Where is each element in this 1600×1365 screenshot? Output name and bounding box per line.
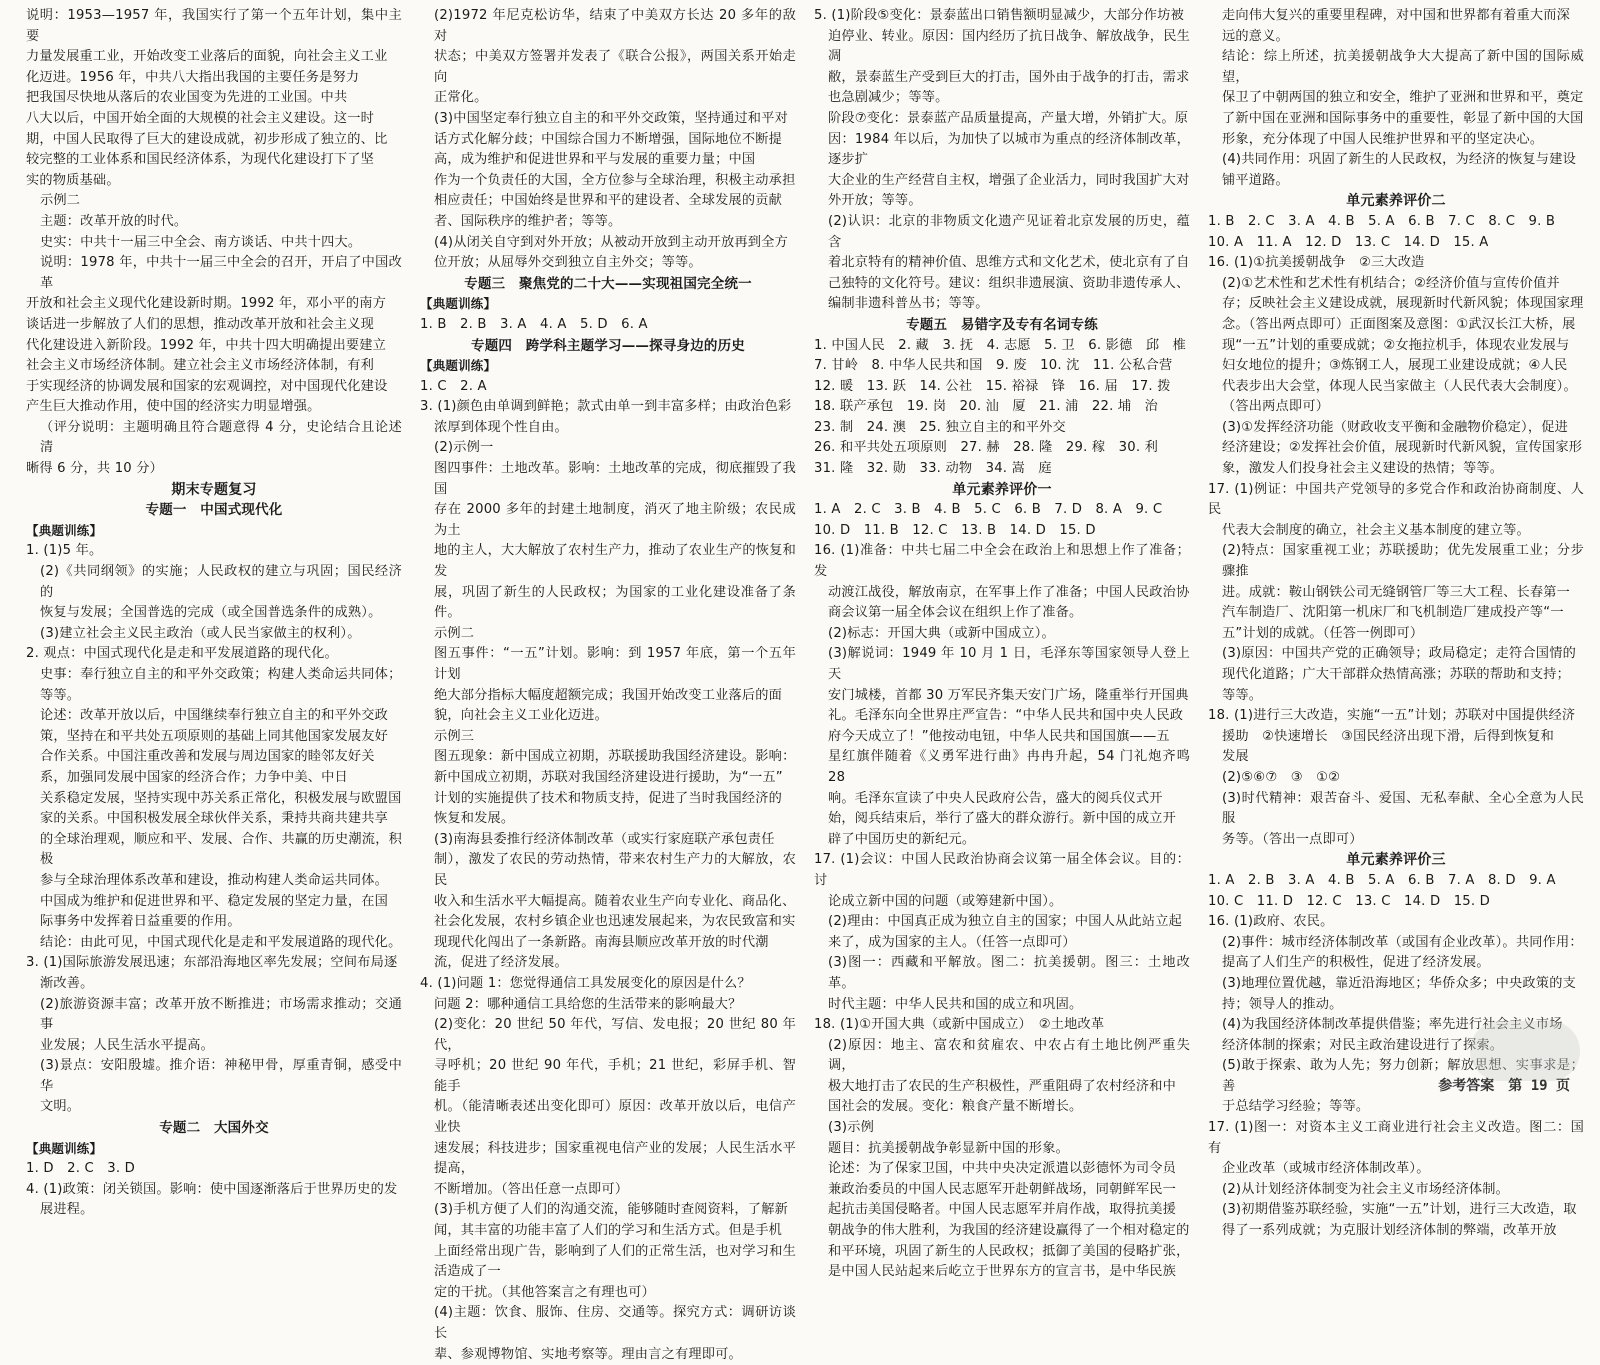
answer-line: 展进程。: [40, 1202, 94, 1218]
answer-line: 结论：由此可见，中国式现代化是走和平发展道路的现代化。: [40, 934, 402, 950]
answer-line: 相应责任；中国始终是世界和平的建设者、全球发展的贡献: [434, 193, 783, 209]
answer-line: 闻，其丰富的功能丰富了人们的学习和生活方式。但是手机: [434, 1223, 783, 1239]
answer-line: 际事务中发挥着日益重要的作用。: [40, 914, 241, 930]
answer-line: 系，加强同发展中国家的经济合作；力争中美、中日: [40, 769, 348, 785]
answer-line: 的全球治理观，顺应和平、发展、合作、共赢的历史潮流，积极: [40, 831, 402, 868]
answer-line: 问题 2：哪种通信工具给您的生活带来的影响最大？: [434, 996, 742, 1012]
answer-line: 礼。毛泽东向全世界庄严宣告：“中华人民共和国中央人民政: [828, 708, 1184, 724]
answer-line: 示例三: [434, 728, 475, 744]
answer-line: 论成立新中国的问题（或筹建新中国）。: [828, 893, 1063, 909]
answer-line: 兼政治委员的中国人民志愿军开赴朝鲜战场，同朝鲜军民一: [828, 1181, 1177, 1197]
answer-line: 谈话进一步解放了人们的思想，推动改革开放和社会主义现: [26, 316, 375, 332]
answer-line: 1. B 2. B 3. A 4. A 5. D 6. A: [420, 316, 648, 332]
answer-line: 提高了人们生产的积极性，促进了经济发展。: [1222, 955, 1490, 971]
answer-line: (2)①艺术性和艺术性有机结合；②经济价值与宣传价值并: [1222, 275, 1560, 291]
answer-line: 府今天成立了！”他按动电钮，中华人民共和国国旗——五: [828, 728, 1170, 744]
answer-line: 经济体制的探索；对民主政治建设进行了探索。: [1222, 1037, 1504, 1053]
answer-line: 着北京特有的精神价值、思维方式和文化艺术，使北京有了自: [828, 255, 1190, 271]
answer-line: (2)理由：中国真正成为独立自主的国家；中国人从此站立起: [828, 914, 1182, 930]
answer-line: 不断增加。（答出任意一点即可）: [434, 1181, 629, 1197]
answer-line: 于实现经济的协调发展和国家的宏观调控，对中国现代化建设: [26, 378, 388, 394]
answer-line: 位开放；从屈辱外交到独立自主外交；等等。: [434, 255, 702, 271]
answer-line: 1. 中国人民 2. 藏 3. 抚 4. 志愿 5. 卫 6. 影德 邱 椎: [814, 337, 1186, 353]
section-title: 单元素养评价二: [1346, 193, 1446, 210]
answer-line: 上面经常出现广告，影响到了人们的正常生活，也对学习和生活造成了一: [434, 1243, 796, 1280]
answer-line: 1. A 2. B 3. A 4. B 5. A 6. B 7. A 8. D 9. A: [1208, 872, 1556, 888]
answer-line: 得了一系列成就；为克服计划经济体制的弊端，改革开放: [1222, 1223, 1557, 1239]
answer-line: (3)示例: [828, 1120, 875, 1136]
answer-line: 存在 2000 多年的封建土地制度，消灭了地主阶级；农民成为土: [434, 502, 796, 538]
answer-line: 安门城楼，首都 30 万军民齐集天安门广场，隆重举行开国典: [828, 687, 1189, 703]
answer-line: 浓厚到体现个性自由。: [434, 419, 568, 435]
answer-line: 18. 联产承包 19. 岗 20. 汕 厦 21. 浦 22. 埔 治: [814, 399, 1159, 415]
answer-line: 了新中国在亚洲和国际事务中的重要性，彰显了新中国的大国: [1222, 110, 1584, 126]
answer-line: 3. (1)颜色由单调到鲜艳；款式由单一到丰富多样；由政治色彩: [420, 399, 792, 415]
answer-line: 保卫了中朝两国的独立和安全，维护了亚洲和世界和平，奠定: [1222, 90, 1584, 106]
answer-line: 极大地打击了农民的生产积极性，严重阻碍了农村经济和中: [828, 1078, 1177, 1094]
answer-line: 形象，充分体现了中国人民维护世界和平的坚定决心。: [1222, 131, 1544, 147]
answer-line: (3)手机方便了人们的沟通交流，能够随时查阅资料，了解新: [434, 1202, 788, 1218]
answer-line: 较完整的工业体系和国民经济体系，为现代化建设打下了坚: [26, 152, 375, 168]
answer-line: （评分说明：主题明确且符合题意得 4 分，史论结合且论述清: [40, 419, 402, 456]
answer-line: (2)⑤⑥⑦ ③ ①②: [1222, 769, 1341, 785]
answer-line: 1. (1)5 年。: [26, 543, 103, 559]
answer-line: (3)南海县委推行经济体制改革（或实行家庭联产承包责任: [434, 831, 775, 847]
answer-line: 绝大部分指标大幅度超额完成；我国开始改变工业落后的面: [434, 687, 783, 703]
answer-line: (3)地理位置优越，靠近沿海地区；华侨众多；中央政策的支: [1222, 975, 1576, 991]
answer-line: 史事：奉行独立自主的和平外交政策；构建人类命运共同体；: [40, 667, 402, 682]
answer-line: 主题：改革开放的时代。: [40, 213, 188, 229]
answer-line: 展，巩固了新生的人民政权；为国家的工业化建设准备了条件。: [434, 584, 796, 621]
answer-line: 念。（答出两点即可）正面图案及意图：①武汉长江大桥，展: [1222, 316, 1576, 332]
answer-line: 速发展；科技进步；国家重视电信产业的发展；人民生活水平提高，: [434, 1140, 796, 1177]
answer-line: 10. A 11. A 12. D 13. C 14. D 15. A: [1208, 234, 1489, 250]
answer-line: 中国成为维护和促进世界和平、稳定发展的坚定力量，在国: [40, 893, 389, 909]
answer-line: 机。（能清晰表述出变化即可）原因：改革开放以后，电信产业快: [434, 1099, 796, 1136]
answer-line: 示例二: [40, 193, 81, 209]
answer-line: 业发展；人民生活水平提高。: [40, 1037, 215, 1053]
answer-line: 10. D 11. B 12. C 13. B 14. D 15. D: [814, 522, 1096, 538]
answer-line: 17. (1)图一：对资本主义工商业进行社会主义改造。图二：国有: [1208, 1120, 1584, 1156]
answer-line: 说明：1978 年，中共十一届三中全会的召开，开启了中国改革: [40, 255, 402, 291]
answer-line: (2)变化：20 世纪 50 年代，写信、发电报；20 世纪 80 年代，: [434, 1017, 796, 1053]
answer-line: 制），激发了农民的劳动热情，带来农村生产力的大解放，农民: [434, 852, 796, 888]
answer-line: 图五事件：“一五”计划。影响：到 1957 年底，第一个五年计划: [434, 646, 796, 682]
answer-line: 走向伟大复兴的重要里程碑，对中国和世界都有着重大而深: [1222, 8, 1571, 23]
answer-line: (3)原因：中国共产党的正确领导；政局稳定；走符合国情的: [1222, 646, 1576, 662]
answer-line: 1. A 2. C 3. B 4. B 5. C 6. B 7. D 8. A 9. C: [814, 502, 1163, 518]
answer-line: 发展: [1222, 749, 1249, 765]
section-title: 单元素养评价三: [1346, 852, 1446, 869]
answer-line: (2)原因：地主、富农和贫雇农、中农占有土地比例严重失调，: [828, 1037, 1190, 1074]
answer-line: 26. 和平共处五项原则 27. 赫 28. 隆 29. 稼 30. 利: [814, 440, 1159, 456]
answer-line: 恢复和发展。: [434, 811, 515, 827]
answer-line: 地的主人，大大解放了农村生产力，推动了农业生产的恢复和发: [434, 543, 796, 580]
answer-line: 代化建设进入新阶段。1992 年，中共十四大明确提出要建立: [26, 337, 387, 353]
answer-line: 2. 观点：中国式现代化是走和平发展道路的现代化。: [26, 646, 338, 662]
answer-line: 论述：为了保家卫国，中共中央决定派遣以彭德怀为司令员: [828, 1161, 1177, 1177]
answer-line: 因：1984 年以后，为加快了以城市为重点的经济体制改革，逐步扩: [828, 131, 1190, 168]
answer-line: 状态；中美双方签署并发表了《联合公报》，两国关系开始走向: [434, 49, 796, 85]
answer-line: 商会议第一届全体会议在组织上作了准备。: [828, 605, 1083, 621]
answer-line: (3)景点：安阳殷墟。推介语：神秘甲骨，厚重青铜，感受中华: [40, 1058, 402, 1094]
answer-line: (4)主题：饮食、服饰、住房、交通等。探究方式：调研访谈长: [434, 1305, 796, 1341]
answer-line: 动渡江战役，解放南京，在军事上作了准备；中国人民政治协: [828, 584, 1190, 600]
answer-line: 18. (1)①开国大典（或新中国成立） ②土地改革: [814, 1017, 1105, 1033]
answer-line: 16. (1)政府、农民。: [1208, 914, 1334, 930]
answer-line: 1. B 2. C 3. A 4. B 5. A 6. B 7. C 8. C 9. B: [1208, 213, 1556, 229]
answer-line: 八大以后，中国开始全面的大规模的社会主义建设。这一时: [26, 110, 375, 126]
answer-line: 参与全球治理体系改革和建设，推动构建人类命运共同体。: [40, 872, 389, 888]
answer-line: 力量发展重工业，开始改变工业落后的面貌，向社会主义工业: [26, 49, 388, 65]
answer-line: 4. (1)政策：闭关锁国。影响：使中国逐渐落后于世界历史的发: [26, 1181, 398, 1197]
answer-line: 结论：综上所述，抗美援朝战争大大提高了新中国的国际威望，: [1222, 49, 1584, 85]
section-title: 单元素养评价一: [952, 481, 1052, 498]
answer-line: 3. (1)国际旅游发展迅速；东部沿海地区率先发展；空间布局逐: [26, 955, 398, 971]
answer-line: 策，坚持在和平共处五项原则的基础上同其他国家发展友好: [40, 728, 389, 744]
answer-line: 社会主义市场经济体制。建立社会主义市场经济体制，有利: [26, 358, 375, 374]
answer-line: 寻呼机；20 世纪 90 年代，手机；21 世纪，彩屏手机、智能手: [434, 1058, 796, 1094]
answer-line: 计划的实施提供了技术和物质支持，促进了当时我国经济的: [434, 790, 783, 806]
answer-line: (4)为我国经济体制改革提供借鉴；率先进行社会主义市场: [1222, 1017, 1563, 1033]
answer-line: 16. (1)①抗美援朝战争 ②三大改造: [1208, 255, 1425, 271]
subsection-title: 专题三 聚焦党的二十大——实现祖国完全统一: [464, 275, 752, 292]
answer-line: 现代化道路；广大干部群众热情高涨；苏联的帮助和支持；: [1222, 667, 1571, 682]
answer-line: (3)解说词：1949 年 10 月 1 日，毛泽东等国家领导人登上天: [828, 646, 1190, 682]
answer-line: 期，中国人民取得了巨大的建设成就，初步形成了独立的、比: [26, 131, 388, 147]
answer-line: 务等。（答出一点即可）: [1222, 831, 1363, 847]
answer-line: 敝，景泰蓝生产受到巨大的打击，国外由于战争的打击，需求: [828, 69, 1190, 85]
answer-line: 化迈进。1956 年，中共八大指出我国的主要任务是努力: [26, 69, 360, 85]
answer-line: 阶段⑦变化：景泰蓝产品质量提高，产量大增，外销扩大。原: [828, 110, 1189, 126]
answer-line: 10. C 11. D 12. C 13. C 14. D 15. D: [1208, 893, 1491, 909]
answer-line: 1. D 2. C 3. D: [26, 1161, 136, 1177]
answer-line: 持；领导人的推动。: [1222, 996, 1343, 1012]
answer-line: 开放和社会主义现代化建设新时期。1992 年，邓小平的南方: [26, 296, 387, 312]
answer-line: 铺平道路。: [1222, 172, 1289, 188]
answer-line: 1. C 2. A: [420, 378, 487, 394]
answer-line: (3)初期借鉴苏联经验，实施“一五”计划，进行三大改造，取: [1222, 1202, 1577, 1218]
answer-line: 示例二: [434, 625, 475, 641]
answer-line: 把我国尽快地从落后的农业国变为先进的工业国。中共: [26, 90, 348, 106]
answer-line: 迫停业、转业。原因：国内经历了抗日战争、解放战争，民生凋: [828, 28, 1190, 65]
answer-line: 7. 甘岭 8. 中华人民共和国 9. 废 10. 沈 11. 公私合营: [814, 358, 1173, 374]
answer-line: (2)从计划经济体制变为社会主义市场经济体制。: [1222, 1181, 1510, 1197]
answer-line: 收入和生活水平大幅提高。随着农业生产向专业化、商品化、: [434, 893, 796, 909]
answer-line: (2)1972 年尼克松访华，结束了中美双方长达 20 多年的敌对: [434, 8, 796, 44]
answer-line: 起抗击美国侵略者。中国人民志愿军并肩作战，取得抗美援: [828, 1202, 1177, 1218]
answer-line: 18. (1)进行三大改造，实施“一五”计划；苏联对中国提供经济: [1208, 708, 1576, 724]
answer-line: 编制非遗科普丛书；等等。: [828, 296, 989, 312]
exercise-tag: 【典题训练】: [420, 296, 497, 312]
answer-line: 企业改革（或城市经济体制改革）。: [1222, 1161, 1430, 1177]
answer-line: 16. (1)准备：中共七届二中全会在政治上和思想上作了准备；发: [814, 543, 1190, 580]
answer-line: 定的干扰。（其他答案言之有理也可）: [434, 1284, 655, 1300]
subsection-title: 专题一 中国式现代化: [145, 502, 283, 519]
answer-line: 4. (1)问题 1：您觉得通信工具发展变化的原因是什么？: [420, 975, 751, 991]
answer-line: 也急剧减少；等等。: [828, 90, 949, 106]
answer-line: 图四事件：土地改革。影响：土地改革的完成，彻底摧毁了我国: [434, 461, 796, 497]
answer-line: 产生巨大推动作用，使中国的经济实力明显增强。: [26, 399, 321, 415]
answer-line: 5. (1)阶段⑤变化：景泰蓝出口销售额明显减少，大部分作坊被: [814, 8, 1184, 23]
answer-line: 经济建设；②发挥社会价值，展现新时代新风貌，宣传国家形: [1222, 440, 1583, 456]
answer-line: 辟了中国历史的新纪元。: [828, 831, 976, 847]
exercise-tag: 【典题训练】: [420, 358, 497, 374]
answer-line: (4)从闭关自守到对外开放；从被动开放到主动开放再到全方: [434, 234, 788, 250]
answer-line: (2)旅游资源丰富；改革开放不断推进；市场需求推动；交通事: [40, 996, 402, 1033]
answer-line: (2)《共同纲领》的实施；人民政权的建立与巩固；国民经济的: [40, 564, 402, 600]
subsection-title: 专题五 易错字及专有名词专练: [906, 316, 1098, 333]
subsection-title: 专题二 大国外交: [159, 1120, 269, 1137]
answer-line: 代表大会制度的确立，社会主义基本制度的建立等。: [1222, 522, 1530, 538]
answer-line: 文明。: [40, 1099, 81, 1115]
exercise-tag: 【典题训练】: [26, 522, 103, 538]
answer-line: 关系稳定发展，坚持实现中苏关系正常化，积极发展与欧盟国: [40, 790, 402, 806]
answer-line: 大企业的生产经营自主权，增强了企业活力，同时我国扩大对: [828, 172, 1190, 188]
answer-line: 12. 暖 13. 跃 14. 公社 15. 裕禄 锋 16. 届 17. 拨: [814, 378, 1171, 394]
answer-line: 妇女地位的提升；③炼钢工人，展现工业建设成就；④人民: [1222, 358, 1568, 374]
answer-line: 作为一个负责任的大国，全方位参与全球治理，积极主动承担: [434, 172, 796, 188]
answer-line: 恢复与发展；全国普选的完成（或全国普选条件的成熟）。: [40, 605, 382, 621]
answer-line: 来了，成为国家的主人。（任答一点即可）: [828, 934, 1076, 950]
answer-line: 题目：抗美援朝战争彰显新中国的形象。: [828, 1140, 1069, 1156]
answer-line: (2)事件：城市经济体制改革（或国有企业改革）。共同作用：: [1222, 934, 1583, 950]
column-3: [814, 6, 1190, 1280]
answer-line: 话方式化解分歧；中国综合国力不断增强，国际地位不断提: [434, 131, 783, 147]
answer-line: (3)图一：西藏和平解放。图二：抗美援朝。图三：土地改革。: [828, 955, 1190, 991]
answer-line: (2)特点：国家重视工业；苏联援助；优先发展重工业；分步骤推: [1222, 543, 1584, 580]
answer-line: 合作关系。中国注重改善和发展与周边国家的睦邻友好关: [40, 749, 375, 765]
answer-line: 远的意义。: [1222, 28, 1289, 44]
answer-line: 等等。: [1222, 687, 1263, 703]
answer-line: 社会化发展，农村乡镇企业也迅速发展起来，为农民致富和实: [434, 914, 796, 930]
answer-line: (3)建立社会主义民主政治（或人民当家做主的权利）。: [40, 625, 361, 641]
answer-line: (4)共同作用：巩固了新生的人民政权，为经济的恢复与建设: [1222, 152, 1576, 168]
answer-line: 23. 制 24. 澳 25. 独立自主的和平外交: [814, 419, 1066, 435]
answer-line: 辈、参观博物馆、实地考察等。理由言之有理即可。: [434, 1346, 742, 1362]
answer-line: 代表步出大会堂，体现人民当家做主（人民代表大会制度）。: [1222, 378, 1577, 394]
answer-line: 朝战争的伟大胜利，为我国的经济建设赢得了一个相对稳定的: [828, 1223, 1190, 1239]
answer-line: 31. 隆 32. 勋 33. 动物 34. 嵩 庭: [814, 461, 1052, 477]
answer-line: （答出两点即可）: [1222, 399, 1330, 415]
exercise-tag: 【典题训练】: [26, 1140, 103, 1156]
answer-line: 者、国际秩序的维护者；等等。: [434, 213, 622, 229]
answer-line: (2)示例一: [434, 440, 494, 456]
answer-line: 外开放；等等。: [828, 193, 922, 209]
answer-line: 史实：中共十一届三中全会、南方谈话、中共十四大。: [40, 234, 362, 250]
answer-line: 晰得 6 分，共 10 分）: [26, 461, 164, 477]
answer-line: 新中国成立初期，苏联对我国经济建设进行援助，为“一五”: [434, 769, 783, 785]
answer-line: 和平环境，巩固了新生的人民政权；抵御了美国的侵略扩张，: [828, 1243, 1190, 1259]
answer-line: 说明：1953—1957 年，我国实行了第一个五年计划，集中主要: [26, 8, 402, 44]
answer-line: 星红旗伴随着《义勇军进行曲》冉冉升起，54 门礼炮齐鸣 28: [828, 749, 1190, 785]
answer-line: (2)标志：开国大典（或新中国成立）。: [828, 625, 1055, 641]
watermark-logo: [1470, 1021, 1580, 1081]
answer-line: 是中国人民站起来后屹立于世界东方的宣言书，是中华民族: [828, 1264, 1177, 1280]
answer-line: 国社会的发展。变化：粮食产量不断增长。: [828, 1099, 1083, 1115]
answer-line: 象，激发人们投身社会主义建设的热情；等等。: [1222, 461, 1504, 477]
column-2: [420, 6, 796, 1362]
answer-line: 貌，向社会主义工业化迈进。: [434, 708, 609, 724]
answer-line: 现“一五”计划的重要成就；②女拖拉机手，体现农业发展与: [1222, 337, 1570, 353]
answer-line: (3)①发挥经济功能（财政收支平衡和金融物价稳定），促进: [1222, 419, 1569, 435]
answer-line: 渐改善。: [40, 975, 94, 991]
answer-line: 实的物质基础。: [26, 172, 120, 188]
answer-line: (3)时代精神：艰苦奋斗、爱国、无私奉献、全心全意为人民服: [1222, 790, 1584, 827]
column-1: [26, 6, 402, 1218]
answer-line: 17. (1)会议：中国人民政治协商会议第一届全体会议。目的：讨: [814, 852, 1190, 888]
answer-line: 进。成就：鞍山钢铁公司无缝钢管厂等三大工程、长春第一: [1222, 584, 1571, 600]
answer-line: 图五现象：新中国成立初期，苏联援助我国经济建设。影响：: [434, 749, 796, 765]
answer-line: 正常化。: [434, 90, 488, 106]
section-title: 期末专题复习: [171, 481, 257, 498]
answer-line: 现现代化闯出了一条新路。南海县顺应改革开放的时代潮: [434, 934, 769, 950]
answer-line: 援助 ②快速增长 ③国民经济出现下滑，后得到恢复和: [1222, 728, 1554, 744]
answer-line: (5)敢于探索、敢为人先；努力创新；解放思想、实事求是；善: [1222, 1058, 1584, 1094]
answer-line: 始，阅兵结束后，举行了盛大的群众游行。新中国的成立开: [828, 811, 1177, 827]
answer-line: 时代主题：中华人民共和国的成立和巩固。: [828, 996, 1083, 1012]
column-4: [1208, 6, 1584, 1239]
answer-line: 高，成为维护和促进世界和平与发展的重要力量；中国: [434, 152, 756, 168]
answer-line: 等等。: [40, 687, 81, 703]
answer-line: 家的关系。中国积极发展全球伙伴关系，秉持共商共建共享: [40, 811, 389, 827]
answer-line: 己独特的文化符号。建议：组织非遗展演、资助非遗传承人、: [828, 275, 1190, 291]
answer-line: 汽车制造厂、沈阳第一机床厂和飞机制造厂建成投产等“一: [1222, 605, 1564, 621]
answer-line: 17. (1)例证：中国共产党领导的多党合作和政治协商制度、人民: [1208, 481, 1584, 518]
answer-line: 存；反映社会主义建设成就，展现新时代新风貌；体现国家理: [1222, 296, 1584, 312]
answer-line: (2)认识：北京的非物质文化遗产见证着北京发展的历史，蕴含: [828, 213, 1190, 250]
page-number: 参考答案 第 19 页: [1438, 1078, 1570, 1094]
subsection-title: 专题四 跨学科主题学习——探寻身边的历史: [471, 337, 745, 354]
answer-line: 于总结学习经验；等等。: [1222, 1099, 1370, 1115]
answer-line: 五”计划的成就。（任答一例即可）: [1222, 625, 1424, 641]
answer-line: 论述：改革开放以后，中国继续奉行独立自主的和平外交政: [40, 708, 389, 724]
answer-line: 流，促进了经济发展。: [434, 955, 568, 971]
answer-line: 响。毛泽东宣读了中央人民政府公告，盛大的阅兵仪式开: [828, 790, 1163, 806]
answer-line: (3)中国坚定奉行独立自主的和平外交政策，坚持通过和平对: [434, 110, 788, 126]
